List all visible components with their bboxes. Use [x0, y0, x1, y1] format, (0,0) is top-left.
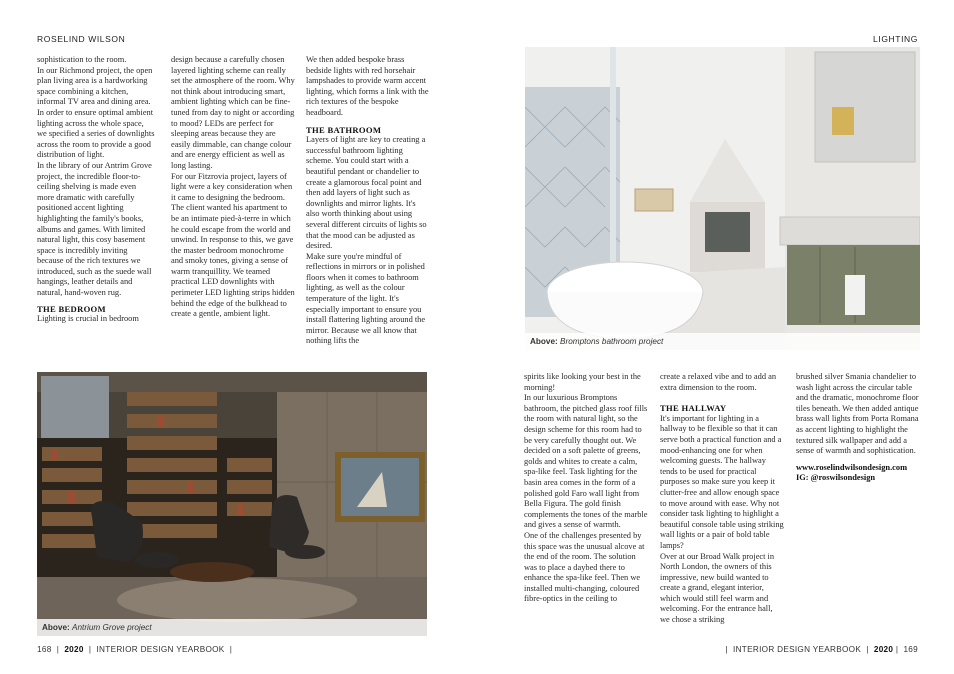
- paragraph: Layers of light are key to creating a successful bathroom lighting scheme. You could start with a beautiful pendant or chandelier to create a glamorous focal point and then add layers of light such as downlights and mirror lights. It's also worth thinking about using several different circuits of lights so that the mood can be adjusted as desired.: [306, 135, 427, 251]
- caption-label: Above:: [530, 337, 558, 346]
- paragraph: Lighting is crucial in bedroom: [37, 314, 139, 324]
- paragraph: In our Richmond project, the open plan living area is a hardworking space combining a kitchen, informal TV area and dining area. In order to ensure optimal ambient lighting across the whole space, we specified a series of downlights across the room to provide a good distribution of light.: [37, 65, 155, 160]
- author-header: ROSELIND WILSON: [37, 34, 126, 44]
- text-column-1: [37, 55, 155, 325]
- footer-separator: |: [895, 645, 899, 654]
- paragraph: sophistication to the room.: [37, 55, 127, 64]
- paragraph: Over at our Broad Walk project in North London, the owners of this impressive, new build wanted to create a grand, elegant interior, which would still feel warm and welcoming. For the entrance hall, we chose a striking: [660, 551, 775, 625]
- footer-separator: |: [229, 645, 233, 654]
- footer-separator: |: [88, 645, 92, 654]
- website-link[interactable]: www.roselindwilsondesign.com: [796, 462, 908, 472]
- text-column-6: [796, 372, 920, 484]
- instagram-handle[interactable]: IG: @roswilsondesign: [796, 473, 876, 483]
- page-number: 168: [37, 645, 52, 654]
- footer-separator: |: [56, 645, 60, 654]
- paragraph: It's important for lighting in a hallway to be flexible so that it can serve both a practical function and a mood-enhancing one for when welcoming guests. The hallway tends to be used for practical purposes so make sure you keep it clutter-free and allow enough space to move around with ease. Why not consider task lighting to highlight a beautiful console table using striking wall lights or a pair of bold table lamps?: [660, 413, 784, 550]
- footer-left: [37, 645, 232, 654]
- footer-publication: INTERIOR DESIGN YEARBOOK: [96, 645, 225, 654]
- text-column-3: [306, 55, 430, 347]
- bathroom-photo: [525, 47, 920, 350]
- paragraph: create a relaxed vibe and to add an extra dimension to the room.: [660, 372, 777, 392]
- footer-right: [725, 645, 918, 654]
- footer-year: 2020: [873, 645, 894, 654]
- paragraph: We then added bespoke brass bedside lights with red horsehair lampshades to provide warm accent lighting, which forms a link with the rich textures of the bespoke headboard.: [306, 55, 429, 117]
- section-header: LIGHTING: [873, 34, 918, 44]
- footer-publication: INTERIOR DESIGN YEARBOOK: [733, 645, 862, 654]
- section-heading-bathroom: THE BATHROOM: [306, 124, 382, 135]
- paragraph: brushed silver Smania chandelier to wash light across the circular table and the dramatic, monochrome floor tiles beneath. We then added antique brass wall lights from Porta Romana as accent lighting to highlight the textured silk wallpaper and add a sense of warmth and sophistication.: [796, 372, 919, 456]
- caption-label: Above:: [42, 623, 70, 632]
- footer-separator: |: [725, 645, 728, 654]
- page-number: 169: [903, 645, 918, 654]
- caption-text: Antrium Grove project: [72, 623, 152, 632]
- paragraph: For our Fitzrovia project, layers of light were a key consideration when it came to designing the bedroom. The client wanted his apartment to be an intimate pied-à-terre in which he could escape from the world and unwind. In response to this, we gave the master bedroom monochrome and smoky tones, giving a sense of warm tranquillity. We teamed practical LED downlights with perimeter LED lighting strips hidden behind the edge of the bulkhead to create a gentle, ambient light.: [171, 171, 295, 319]
- section-heading-hallway: THE HALLWAY: [660, 403, 727, 414]
- paragraph: In the library of our Antrim Grove project, the incredible floor-to-ceiling shelving is made even more dramatic with carefully positioned accent lighting highlighting the family's books, albums and games. With limited natural light, this cosy basement space is incredibly inviting because of the rich textures we introduced, such as the suede wall hangings, leather details and natural, hand-woven rug.: [37, 160, 152, 298]
- text-column-5: [660, 372, 784, 626]
- paragraph: In our luxurious Bromptons bathroom, the pitched glass roof fills the room with natural light, so the design scheme for this room had to be very carefully thought out. We decided on a soft palette of greens, golds and whites to create a calm, spa-like feel. Task lighting for the basin area comes in the form of a polished gold Faro wall light from Bella Figura. The gold finish complements the tones of the marble and gives a sense of warmth.: [524, 393, 648, 530]
- bathroom-caption: [525, 333, 920, 350]
- section-heading-bedroom: THE BEDROOM: [37, 303, 106, 314]
- paragraph: spirits like looking your best in the morning!: [524, 372, 641, 392]
- text-column-2: [171, 55, 295, 320]
- footer-year: 2020: [64, 645, 84, 654]
- paragraph: Make sure you're mindful of reflections in mirrors or in polished floors when it comes to bathroom lighting, as well as the colour temperature of the light. It's especially important to ensure you install flattering lighting around the mirror. Because we all know that nothing lifts the: [306, 251, 426, 346]
- caption-text: Bromptons bathroom project: [560, 337, 664, 346]
- paragraph: One of the challenges presented by this space was the unusual alcove at the end of the room. The solution was to place a daybed there to enhance the spa-like feel. Then we installed multi-changing, coloured fibre-optics in the ceiling to: [524, 530, 645, 604]
- text-column-4: [524, 372, 648, 605]
- library-caption: [37, 619, 427, 636]
- paragraph: design because a carefully chosen layered lighting scheme can really set the atmosphere of the room. Why not think about introducing smart, ambient lighting which can be fine-tuned from day to night or according to mood? LEDs are perfect for sleeping areas because they are easily dimmable, can change colour and are energy efficient as well as long lasting.: [171, 55, 295, 170]
- library-photo: [37, 372, 427, 636]
- contact-links: [796, 463, 920, 484]
- footer-separator: |: [866, 645, 869, 654]
